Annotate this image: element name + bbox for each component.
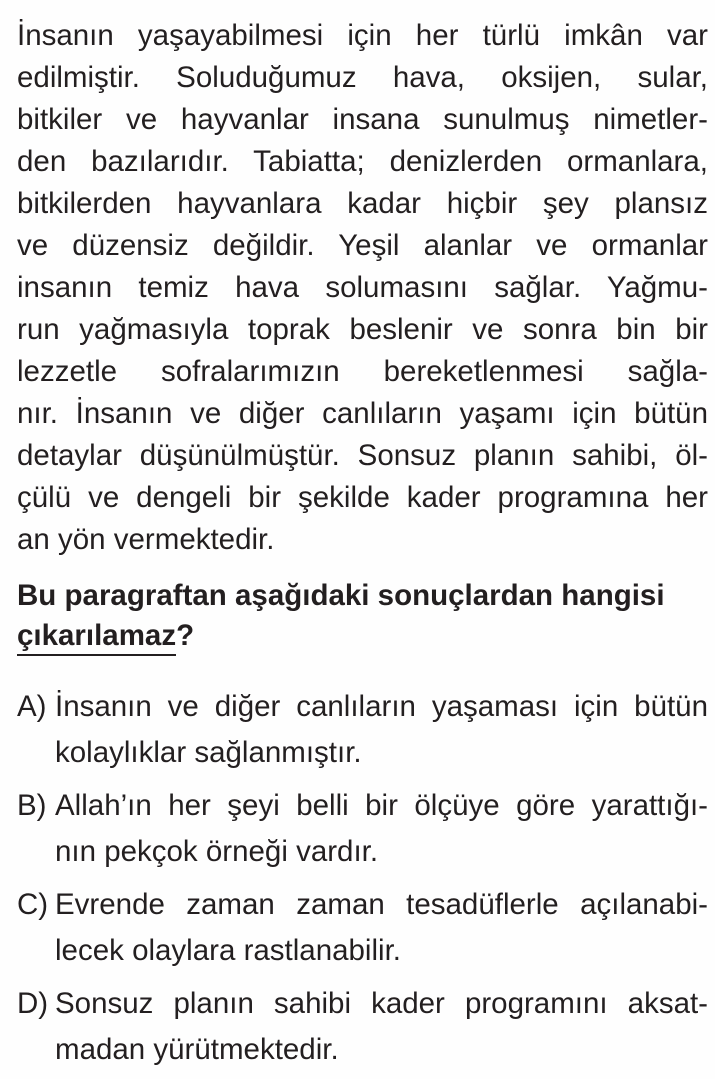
paragraph-line: detaylar düşünülmüştür. Sonsuz planın sahibi, öl-	[17, 439, 708, 472]
paragraph-line: den bazılarıdır. Tabiatta; denizlerden ormanlara,	[17, 145, 708, 178]
paragraph-line: lezzetle sofralarımızın bereketlenmesi sağla-	[17, 355, 708, 388]
paragraph-line: an yön vermektedir.	[17, 523, 275, 556]
negative-keyword: çıkarılamaz	[17, 619, 176, 656]
option-text-line: Sonsuz planın sahibi kader programını aksat-	[55, 987, 708, 1020]
option-text-line: Allah’ın her şeyi belli bir ölçüye göre yarattığı-	[55, 789, 708, 822]
option-letter: C)	[17, 888, 49, 921]
option-letter: D)	[17, 987, 49, 1020]
paragraph-line: bitkiler ve hayvanlar insana sunulmuş nimetler-	[17, 103, 708, 136]
paragraph-line: run yağmasıyla toprak beslenir ve sonra bin bir	[17, 313, 708, 346]
option-text-line: lecek olaylara rastlanabilir.	[55, 934, 401, 967]
paragraph-line: insanın temiz hava solumasını sağlar. Yağmu-	[17, 271, 708, 304]
paragraph-line: bitkilerden hayvanlara kadar hiçbir şey plansız	[17, 187, 708, 220]
question-mark: ?	[176, 619, 195, 652]
option-letter: A)	[17, 690, 47, 723]
paragraph-line: çülü ve dengeli bir şekilde kader programına her	[17, 481, 708, 514]
option-text-line: İnsanın ve diğer canlıların yaşaması için bütün	[55, 690, 708, 723]
option-letter: B)	[17, 789, 47, 822]
option-text-line: kolaylıklar sağlanmıştır.	[55, 736, 362, 769]
option-text-line: madan yürütmektedir.	[55, 1033, 339, 1066]
question-line: Bu paragraftan aşağıdaki sonuçlardan hangisi	[17, 579, 665, 612]
option-text-line: Evrende zaman zaman tesadüflerle açılanabi-	[55, 888, 708, 921]
paragraph-line: İnsanın yaşayabilmesi için her türlü imkân var	[17, 19, 708, 52]
paragraph-line: ve düzensiz değildir. Yeşil alanlar ve ormanlar	[17, 229, 708, 262]
question-line	[17, 614, 708, 658]
option-text-line: nın pekçok örneği vardır.	[55, 835, 379, 868]
paragraph-line: nır. İnsanın ve diğer canlıların yaşamı için bütün	[17, 397, 708, 430]
paragraph-line: edilmiştir. Soluduğumuz hava, oksijen, sular,	[17, 61, 708, 94]
